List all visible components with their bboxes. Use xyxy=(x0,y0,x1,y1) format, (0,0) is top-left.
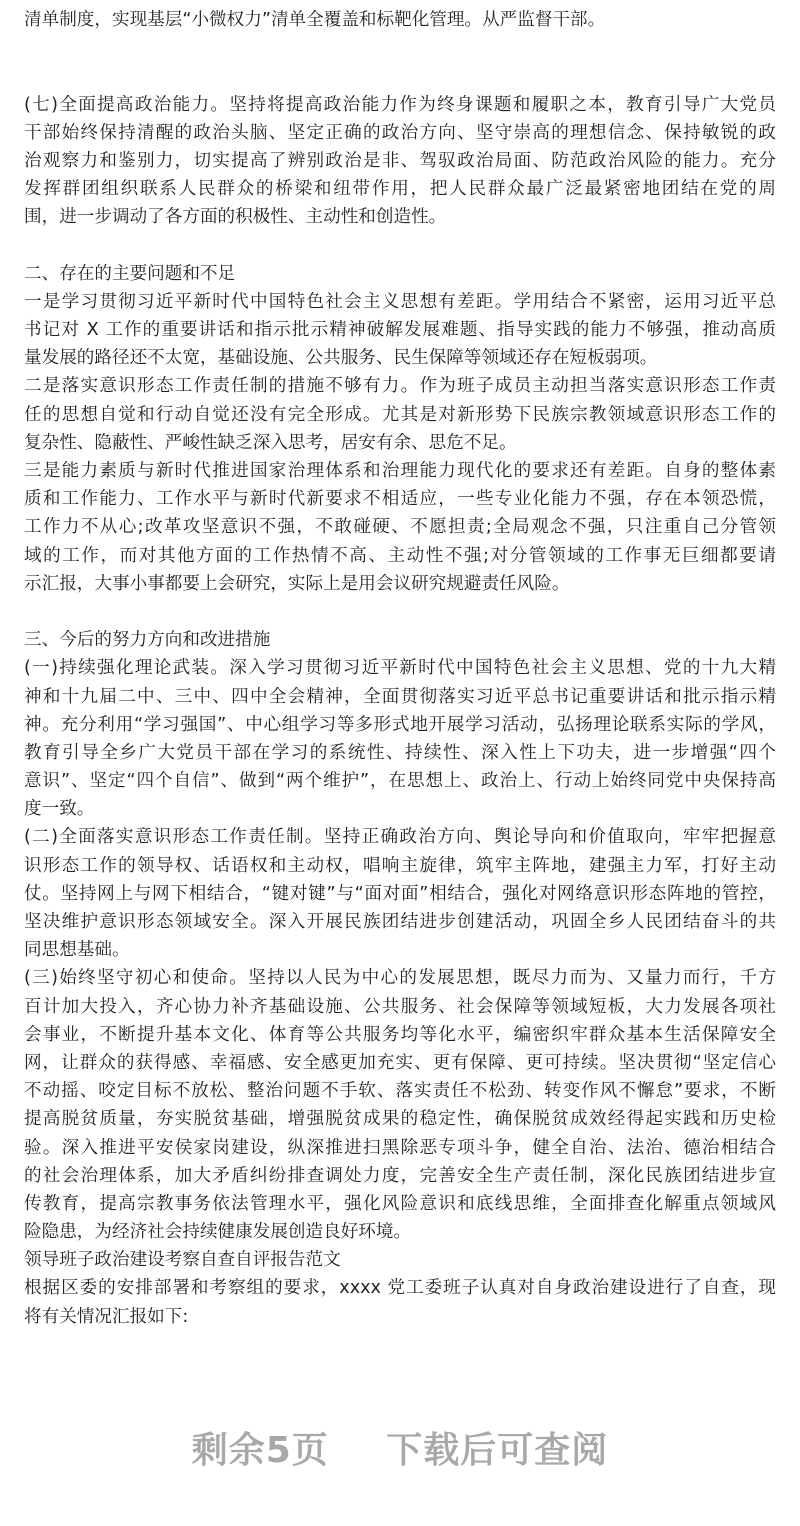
paragraph xyxy=(24,654,776,823)
text-line: 示汇报，大事小事都要上会研究，实际上是用会议研究规避责任风险。 xyxy=(24,573,570,594)
text-line: 二是落实意识形态工作责任制的措施不够有力。作为班子成员主动担当落实意识形态工作责 xyxy=(24,376,776,397)
text-line: 治观察力和鉴别力，切实提高了辨别政治是非、驾驭政治局面、防范政治风险的能力。充分 xyxy=(24,150,776,171)
text-line: 量发展的路径还不太宽，基础设施、公共服务、民生保障等领域还存在短板弱项。 xyxy=(24,348,658,369)
text-line: 会事业，不断提升基本文化、体育等公共服务均等化水平，编密织牢群众基本生活保障安全 xyxy=(24,1024,776,1045)
text-line: 域的工作，而对其他方面的工作热情不高、主动性不强;对分管领域的工作事无巨细都要请 xyxy=(24,545,776,566)
text-line: 识形态工作的领导权、话语权和主动权，唱响主旋律，筑牢主阵地，建强主力军，打好主动 xyxy=(24,855,776,876)
download-banner[interactable] xyxy=(0,1422,800,1473)
text-line: 任的思想自觉和行动自觉还没有完全形成。尤其是对新形势下民族宗教领域意识形态工作的 xyxy=(24,404,776,425)
paragraph xyxy=(24,372,776,457)
text-line: 提高脱贫质量，夯实脱贫基础，增强脱贫成果的稳定性，确保脱贫成效经得起实践和历史检 xyxy=(24,1109,776,1130)
text-line: 神。充分利用“学习强国”、中心组学习等多形式地开展学习活动，弘扬理论联系实际的学风， xyxy=(24,714,776,735)
text-line: (一)持续强化理论武装。深入学习贯彻习近平新时代中国特色社会主义思想、党的十九大精 xyxy=(24,658,776,679)
paragraph xyxy=(24,823,776,964)
text-line: 验。深入推进平安侯家岗建设，纵深推进扫黑除恶专项斗争，健全自治、法治、德治相结合 xyxy=(24,1137,776,1158)
paragraph xyxy=(24,457,776,598)
paragraph xyxy=(24,1246,776,1274)
text-line: 教育引导全乡广大党员干部在学习的系统性、持续性、深入性上下功夫，进一步增强“四个 xyxy=(24,742,776,763)
document-body xyxy=(24,6,776,1331)
text-line: 传教育，提高宗教事务依法管理水平，强化风险意识和底线思维，全面排查化解重点领域风 xyxy=(24,1193,776,1214)
paragraph xyxy=(24,6,776,34)
text-line: 坚决维护意识形态领域安全。深入开展民族团结进步创建活动，巩固全乡人民团结奋斗的共 xyxy=(24,912,776,932)
text-line: 同思想基础。 xyxy=(24,940,130,961)
text-line: 仗。坚持网上与网下相结合，“键对键”与“面对面”相结合，强化对网络意识形态阵地的管控， xyxy=(24,883,776,904)
remaining-pages-label: 剩余5页 xyxy=(191,1430,329,1471)
text-line: 干部始终保持清醒的政治头脑、坚定正确的政治方向、坚守崇高的理想信念、保持敏锐的政 xyxy=(24,122,776,143)
blank-line xyxy=(24,598,776,626)
text-line: 神和十九届二中、三中、四中全会精神，全面贯彻落实习近平总书记重要讲话和批示指示精 xyxy=(24,686,776,707)
text-line: 三是能力素质与新时代推进国家治理体系和治理能力现代化的要求还有差距。自身的整体素 xyxy=(24,461,776,481)
text-line: (二)全面落实意识形态工作责任制。坚持正确政治方向、舆论导向和价值取向，牢牢把握意 xyxy=(24,827,776,848)
text-line: 网，让群众的获得感、幸福感、安全感更加充实、更有保障、更可持续。坚决贯彻“坚定信心 xyxy=(24,1052,776,1073)
text-line: (三)始终坚守初心和使命。坚持以人民为中心的发展思想，既尽力而为、又量力而行，千方 xyxy=(24,968,776,989)
text-line: 一是学习贯彻习近平新时代中国特色社会主义思想有差距。学用结合不紧密，运用习近平总 xyxy=(24,291,776,312)
paragraph xyxy=(24,91,776,232)
text-line: 度一致。 xyxy=(24,799,95,820)
text-line: 不动摇、咬定目标不放松、整治问题不手软、落实责任不松劲、转变作风不懈怠”要求，不断 xyxy=(24,1081,776,1102)
paragraph xyxy=(24,288,776,373)
text-line: 工作力不从心;改革攻坚意识不强，不敢碰硬、不愿担责;全局观念不强，只注重自己分管领 xyxy=(24,517,776,538)
text-line: 复杂性、隐蔽性、严峻性缺乏深入思考，居安有余、思危不足。 xyxy=(24,432,517,453)
paragraph xyxy=(24,626,776,654)
blank-line xyxy=(24,34,776,62)
text-line: 领导班子政治建设考察自查自评报告范文 xyxy=(24,1250,341,1271)
text-line: 清单制度，实现基层“小微权力”清单全覆盖和标靶化管理。从严监督干部。 xyxy=(24,10,606,30)
text-line: 书记对 X 工作的重要讲话和指示批示精神破解发展难题、指导实践的能力不够强，推动高质 xyxy=(24,320,776,341)
download-prompt-link[interactable]: 下载后可查阅 xyxy=(386,1430,609,1471)
text-line: 二、存在的主要问题和不足 xyxy=(24,263,236,284)
text-line: 的社会治理体系，加大矛盾纠纷排查调处力度，完善安全生产责任制，深化民族团结进步宣 xyxy=(24,1165,776,1186)
text-line: (七)全面提高政治能力。坚持将提高政治能力作为终身课题和履职之本，教育引导广大党员 xyxy=(24,94,776,115)
text-line: 三、今后的努力方向和改进措施 xyxy=(24,630,271,651)
text-line: 发挥群团组织联系人民群众的桥梁和纽带作用，把人民群众最广泛最紧密地团结在党的周 xyxy=(24,179,776,200)
text-line: 根据区委的安排部署和考察组的要求，xxxx 党工委班子认真对自身政治建设进行了自查，现 xyxy=(24,1278,776,1299)
blank-line xyxy=(24,62,776,90)
text-line: 险隐患，为经济社会持续健康发展创造良好环境。 xyxy=(24,1222,412,1243)
text-line: 围，进一步调动了各方面的积极性、主动性和创造性。 xyxy=(24,207,447,228)
paragraph xyxy=(24,260,776,288)
text-line: 意识”、坚定“四个自信”、做到“两个维护”，在思想上、政治上、行动上始终同党中央保持高 xyxy=(24,771,776,792)
text-line: 百计加大投入，齐心协力补齐基础设施、公共服务、社会保障等领域短板，大力发展各项社 xyxy=(24,996,776,1017)
blank-line xyxy=(24,232,776,260)
paragraph xyxy=(24,1274,776,1330)
text-line: 将有关情况汇报如下: xyxy=(24,1306,189,1327)
paragraph xyxy=(24,964,776,1246)
text-line: 质和工作能力、工作水平与新时代新要求不相适应，一些专业化能力不强，存在本领恐慌， xyxy=(24,489,776,510)
